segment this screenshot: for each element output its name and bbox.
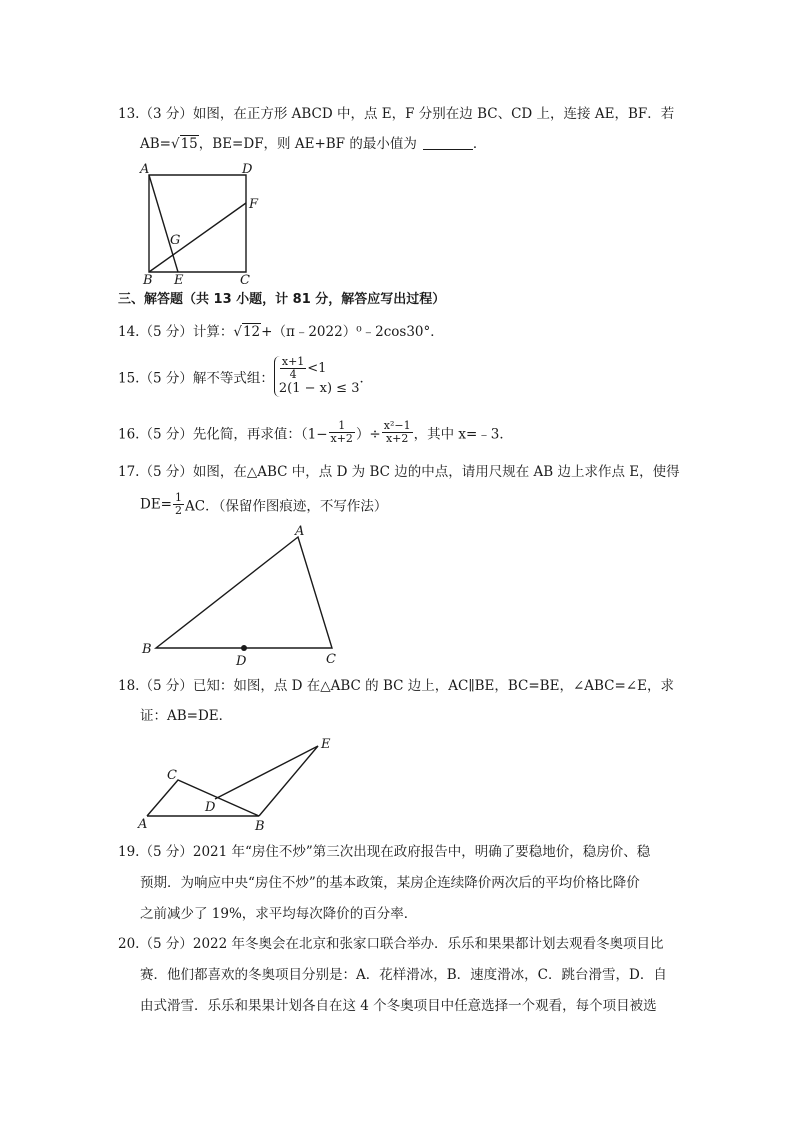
q20-line-1: 20.（5 分）2022 年冬奥会在北京和张家口联合举办．乐乐和果果都计划去观看冬奥项目比 — [118, 936, 664, 952]
label-b: B — [255, 819, 265, 833]
fraction-numerator: 1 — [329, 420, 355, 433]
label-c: C — [167, 768, 177, 783]
inequality-system — [274, 356, 360, 397]
label-d: D — [242, 162, 253, 177]
label-c: C — [326, 652, 336, 667]
q14-radicand: 12 — [242, 324, 261, 340]
segments-be-ed — [215, 746, 318, 816]
q13-line-2 — [140, 134, 486, 154]
fraction-numerator: 1 — [175, 491, 182, 504]
fraction — [280, 356, 306, 381]
label-e: E — [174, 273, 184, 288]
fraction-denominator: x+2 — [385, 432, 409, 445]
label-d: D — [205, 800, 216, 815]
q16-prefix: 16.（5 分）先化简，再求值：（1− — [118, 426, 328, 443]
q18-line-2: 证：AB=DE． — [140, 708, 233, 724]
q19-line-1: 19.（5 分）2021 年“房住不炒”第三次出现在政府报告中，明确了要稳地价，稳房价、稳 — [118, 844, 651, 860]
q16-suffix: ，其中 x=﹣3． — [413, 426, 513, 443]
fraction-denominator: 2 — [175, 504, 182, 517]
q13-square-figure — [138, 160, 268, 288]
q19-line-2: 预期．为响应中央“房住不炒”的基本政策，某房企连续降价两次后的平均价格比降价 — [140, 875, 640, 891]
triangle-abc — [156, 537, 332, 648]
q13-ab-label: AB= — [140, 136, 171, 152]
inequality-1-rhs: <1 — [307, 361, 327, 376]
sqrt-symbol: √12 — [233, 324, 261, 340]
q17-triangle-figure — [138, 525, 348, 670]
q16-division: ）÷ — [355, 426, 381, 443]
fraction — [173, 492, 184, 517]
fraction — [382, 420, 413, 445]
label-d: D — [236, 654, 247, 669]
label-a: A — [140, 162, 150, 177]
label-g: G — [170, 233, 181, 248]
q19-line-3: 之前减少了 19%，求平均每次降价的百分率． — [140, 906, 418, 922]
q13-radicand: 15 — [180, 136, 198, 152]
q16-line — [118, 420, 513, 445]
q13-line-1: 13.（3 分）如图，在正方形 ABCD 中，点 E，F 分别在边 BC、CD 上，连接 AE，BF．若 — [118, 106, 675, 122]
q18-figure — [135, 733, 340, 833]
label-a: A — [295, 525, 305, 539]
label-b: B — [142, 642, 152, 657]
inequality-2: 2(1 − x) ≤ 3 — [278, 381, 360, 396]
fraction-denominator: 4 — [289, 368, 297, 381]
q15-line — [118, 356, 373, 397]
label-c: C — [240, 273, 250, 288]
label-b: B — [143, 273, 153, 288]
q17-de-label: DE= — [140, 496, 172, 513]
q17-suffix: AC．（保留作图痕迹，不写作法） — [185, 498, 388, 515]
sqrt-symbol: √15 — [170, 136, 198, 152]
fraction-denominator: x+2 — [330, 432, 353, 445]
answer-blank — [423, 149, 473, 150]
inequality-1 — [279, 356, 360, 381]
midpoint-d-dot — [241, 645, 247, 651]
fraction-numerator: x²−1 — [383, 419, 411, 432]
q15-period: ． — [359, 370, 373, 387]
label-a: A — [138, 817, 148, 832]
segment-ae — [149, 175, 181, 272]
q17-line-2 — [140, 492, 387, 517]
q20-line-3: 由式滑雪．乐乐和果果计划各自在这 4 个冬奥项目中任意选择一个观看，每个项目被选 — [140, 998, 657, 1014]
label-f: F — [249, 197, 259, 212]
q14-line — [118, 322, 444, 342]
q15-prefix: 15.（5 分）解不等式组： — [118, 370, 274, 387]
segment-bf — [149, 203, 246, 272]
section-3-title: 三、解答题（共 13 小题，计 81 分，解答应写出过程） — [118, 292, 446, 307]
fraction-numerator: x+1 — [281, 355, 305, 368]
q20-line-2: 赛．他们都喜欢的冬奥项目分别是：A．花样滑冰，B．速度滑冰，C．跳台滑雪，D．自 — [140, 967, 667, 983]
q14-prefix: 14.（5 分）计算： — [118, 324, 234, 340]
q13-condition-text: ，BE=DF，则 AE+BF 的最小值为 — [198, 136, 417, 152]
label-e: E — [321, 737, 331, 752]
fraction — [329, 420, 355, 445]
q17-line-1: 17.（5 分）如图，在△ABC 中，点 D 为 BC 边的中点，请用尺规在 AB 边上求作点 E，使得 — [118, 464, 680, 480]
q18-line-1: 18.（5 分）已知：如图，点 D 在△ABC 的 BC 边上，AC∥BE，BC=BE，∠ABC=∠E，求 — [118, 678, 674, 694]
q13-period: ． — [472, 136, 487, 152]
q14-expression: +（π﹣2022）⁰﹣2cos30°． — [261, 324, 444, 340]
